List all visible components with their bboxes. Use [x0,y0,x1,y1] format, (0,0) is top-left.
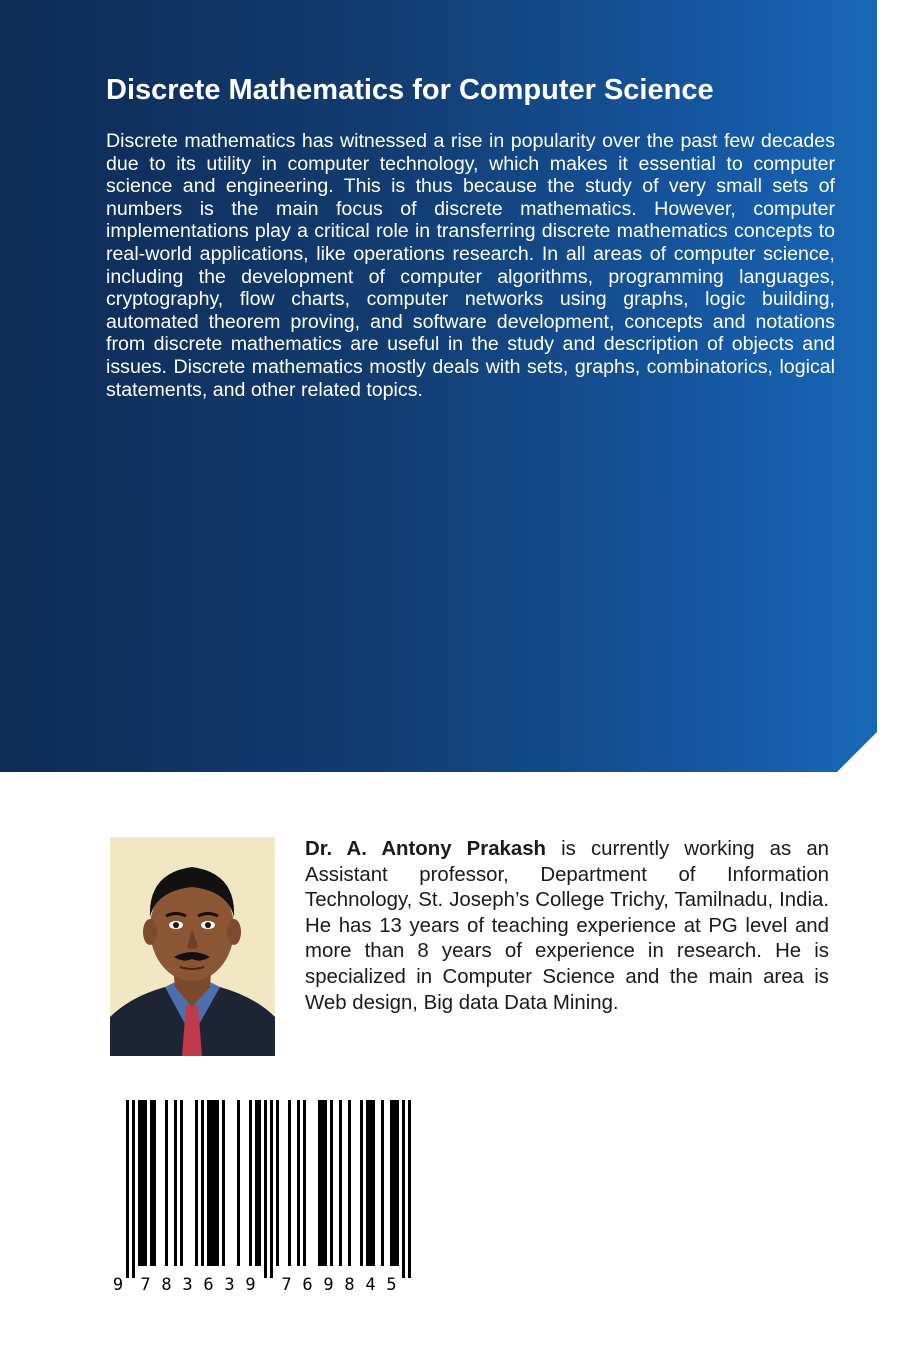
barcode-bar [318,1100,327,1266]
author-bio [305,837,829,1016]
barcode-bar [303,1100,306,1266]
barcode-digit: 3 [224,1275,235,1295]
barcode-bar [330,1100,333,1266]
barcode-bar [174,1100,177,1266]
barcode-bar [390,1100,399,1266]
barcode-bar [339,1100,342,1266]
barcode-bar [297,1100,300,1266]
barcode-digit: 6 [203,1275,214,1295]
author-name: Dr. A. Antony Prakash [305,838,547,860]
barcode-bar [201,1100,204,1266]
barcode-digit: 6 [302,1275,313,1295]
barcode-digit: 7 [140,1275,151,1295]
barcode-bar [237,1100,240,1266]
barcode-bar [360,1100,363,1266]
author-photo [110,837,275,1056]
barcode-bar [180,1100,183,1266]
book-description: Discrete mathematics has witnessed a rise in popularity over the past few decades due to its utility in computer technology, which makes it essential to computer science and engineering. This is thus because the study of very small sets of numbers is the main focus of discrete mathematics. However, computer implementations play a critical role in transferring discrete mathematics concepts to real-world applications, like operations research. In all areas of computer science, including the development of computer algorithms, programming languages, cryptography, flow charts, computer networks using graphs, logic building, automated theorem proving, and software development, concepts and notations from discrete mathematics are useful in the study and description of objects and issues. Discrete mathematics mostly deals with sets, graphs, combinatorics, logical statements, and other related topics. [106,130,835,401]
barcode-digit: 7 [281,1275,292,1295]
barcode-bar [132,1100,135,1278]
barcode-bars [126,1100,411,1278]
barcode-bar [366,1100,375,1266]
barcode-digit: 9 [245,1275,256,1295]
barcode-bar [150,1100,156,1266]
barcode-digit: 8 [161,1275,172,1295]
barcode-bar [276,1100,279,1266]
barcode-bar [249,1100,252,1266]
barcode-bar [138,1100,147,1266]
barcode-bar [222,1100,225,1266]
book-title: Discrete Mathematics for Computer Science [106,74,714,106]
barcode-digit: 9 [112,1275,124,1295]
barcode-digit: 8 [344,1275,355,1295]
barcode-bar [288,1100,291,1266]
barcode-digits [113,1275,397,1295]
barcode-bar [270,1100,273,1278]
barcode-bar [165,1100,168,1266]
barcode-bar [402,1100,405,1278]
barcode-bar [207,1100,219,1266]
barcode-digit: 3 [182,1275,193,1295]
barcode-bar [348,1100,351,1266]
barcode-bar [264,1100,267,1278]
barcode-bar [126,1100,129,1278]
barcode-bar [408,1100,411,1278]
barcode-digit: 9 [323,1275,334,1295]
barcode-bar [381,1100,384,1266]
barcode-digit: 4 [365,1275,376,1295]
barcode-bar [195,1100,198,1266]
barcode-digit: 5 [386,1275,397,1295]
author-bio-text: is currently working as an Assistant professor, Department of Information Technology, St. Joseph’s College Trichy, Tamilnadu, India. He has 13 years of teaching experience at PG level and more than 8 years of experience in research. He is specialized in Computer Science and the main area is Web design, Big data Data Mining. [305,838,829,1014]
isbn-barcode [114,1100,432,1295]
author-portrait-image [110,837,275,1056]
barcode-bar [255,1100,261,1266]
